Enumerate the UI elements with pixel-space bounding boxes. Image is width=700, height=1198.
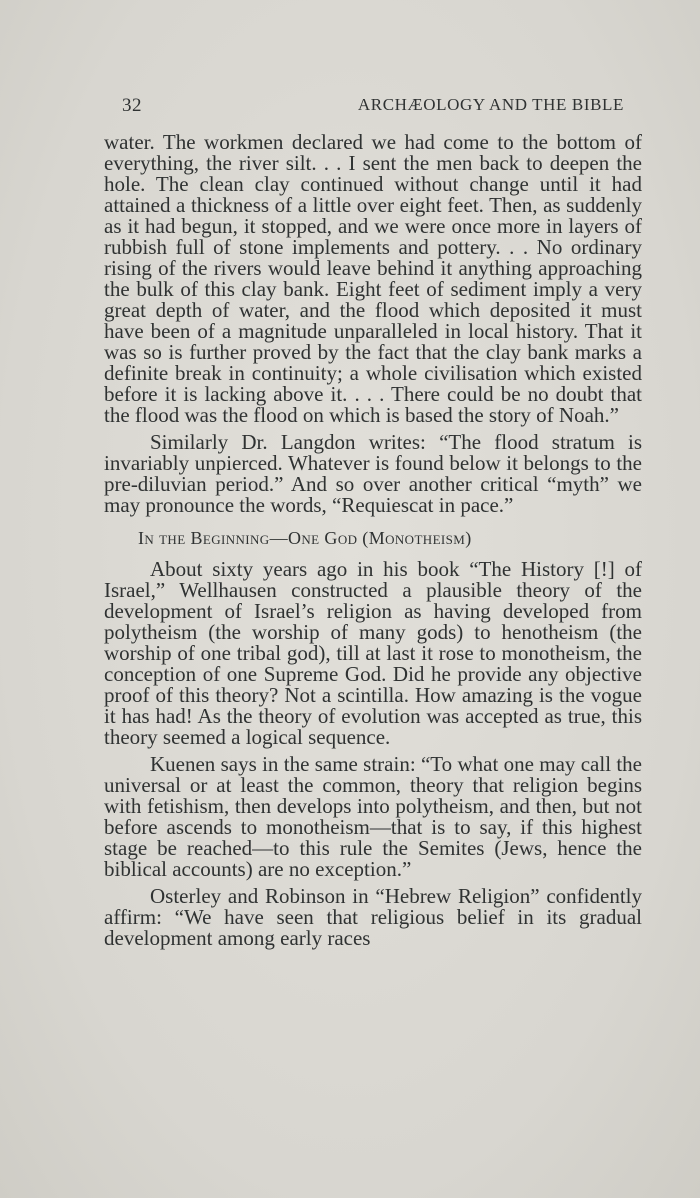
paragraph-langdon: Similarly Dr. Langdon writes: “The flood stratum is invariably unpierced. Whatever is found below it belongs to the pre-diluvian period.” And so over another critical “myth” we may pronounce the words, “Requiescat in pace.” [104,430,642,517]
page-header [122,95,624,121]
running-title: ARCHÆOLOGY AND THE BIBLE [357,95,624,114]
page-body [104,132,642,949]
paragraph-wellhausen: About sixty years ago in his book “The History [!] of Israel,” Wellhausen constructed a plausible theory of the development of Israel’s religion as having developed from polytheism (the worship of many gods) to henotheism (the worship of one tribal god), till at last it rose to monotheism, the conception of one Supreme God. Did he provide any objective proof of this theory? Not a scintilla. How amazing is the vogue it has had! As the theory of evolution was accepted as true, this theory seemed a logical sequence. [104,557,642,749]
paragraph-osterley-robinson: Osterley and Robinson in “Hebrew Religion” confidently affirm: “We have seen that religious belief in its gradual development among early races [104,884,642,950]
page-number: 32 [122,95,142,116]
paragraph-kuenen: Kuenen says in the same strain: “To what one may call the universal or at least the common, theory that religion begins with fetishism, then develops into polytheism, and then, but not before ascends to monotheism—that is to say, if this highest stage be reached—to this rule the Semites (Jews, hence the biblical accounts) are no exception.” [104,752,642,881]
section-heading: In the Beginning—One God (Monotheism) [138,528,472,548]
paragraph-flood-quote: water. The workmen declared we had come to the bottom of everything, the river silt. . . I sent the men back to deepen the hole. The clean clay continued without change until it had attained a thickness of a little over eight feet. Then, as suddenly as it had begun, it stopped, and we were once more in layers of rubbish full of stone implements and pottery. . . No ordinary rising of the rivers would leave behind it anything approaching the bulk of this clay bank. Eight feet of sediment imply a very great depth of water, and the flood which deposited it must have been of a magnitude unparalleled in local history. That it was so is further proved by the fact that the clay bank marks a definite break in continuity; a whole civilisation which existed before it is lacking above it. . . . There could be no doubt that the flood was the flood on which is based the story of Noah.” [104,130,642,427]
